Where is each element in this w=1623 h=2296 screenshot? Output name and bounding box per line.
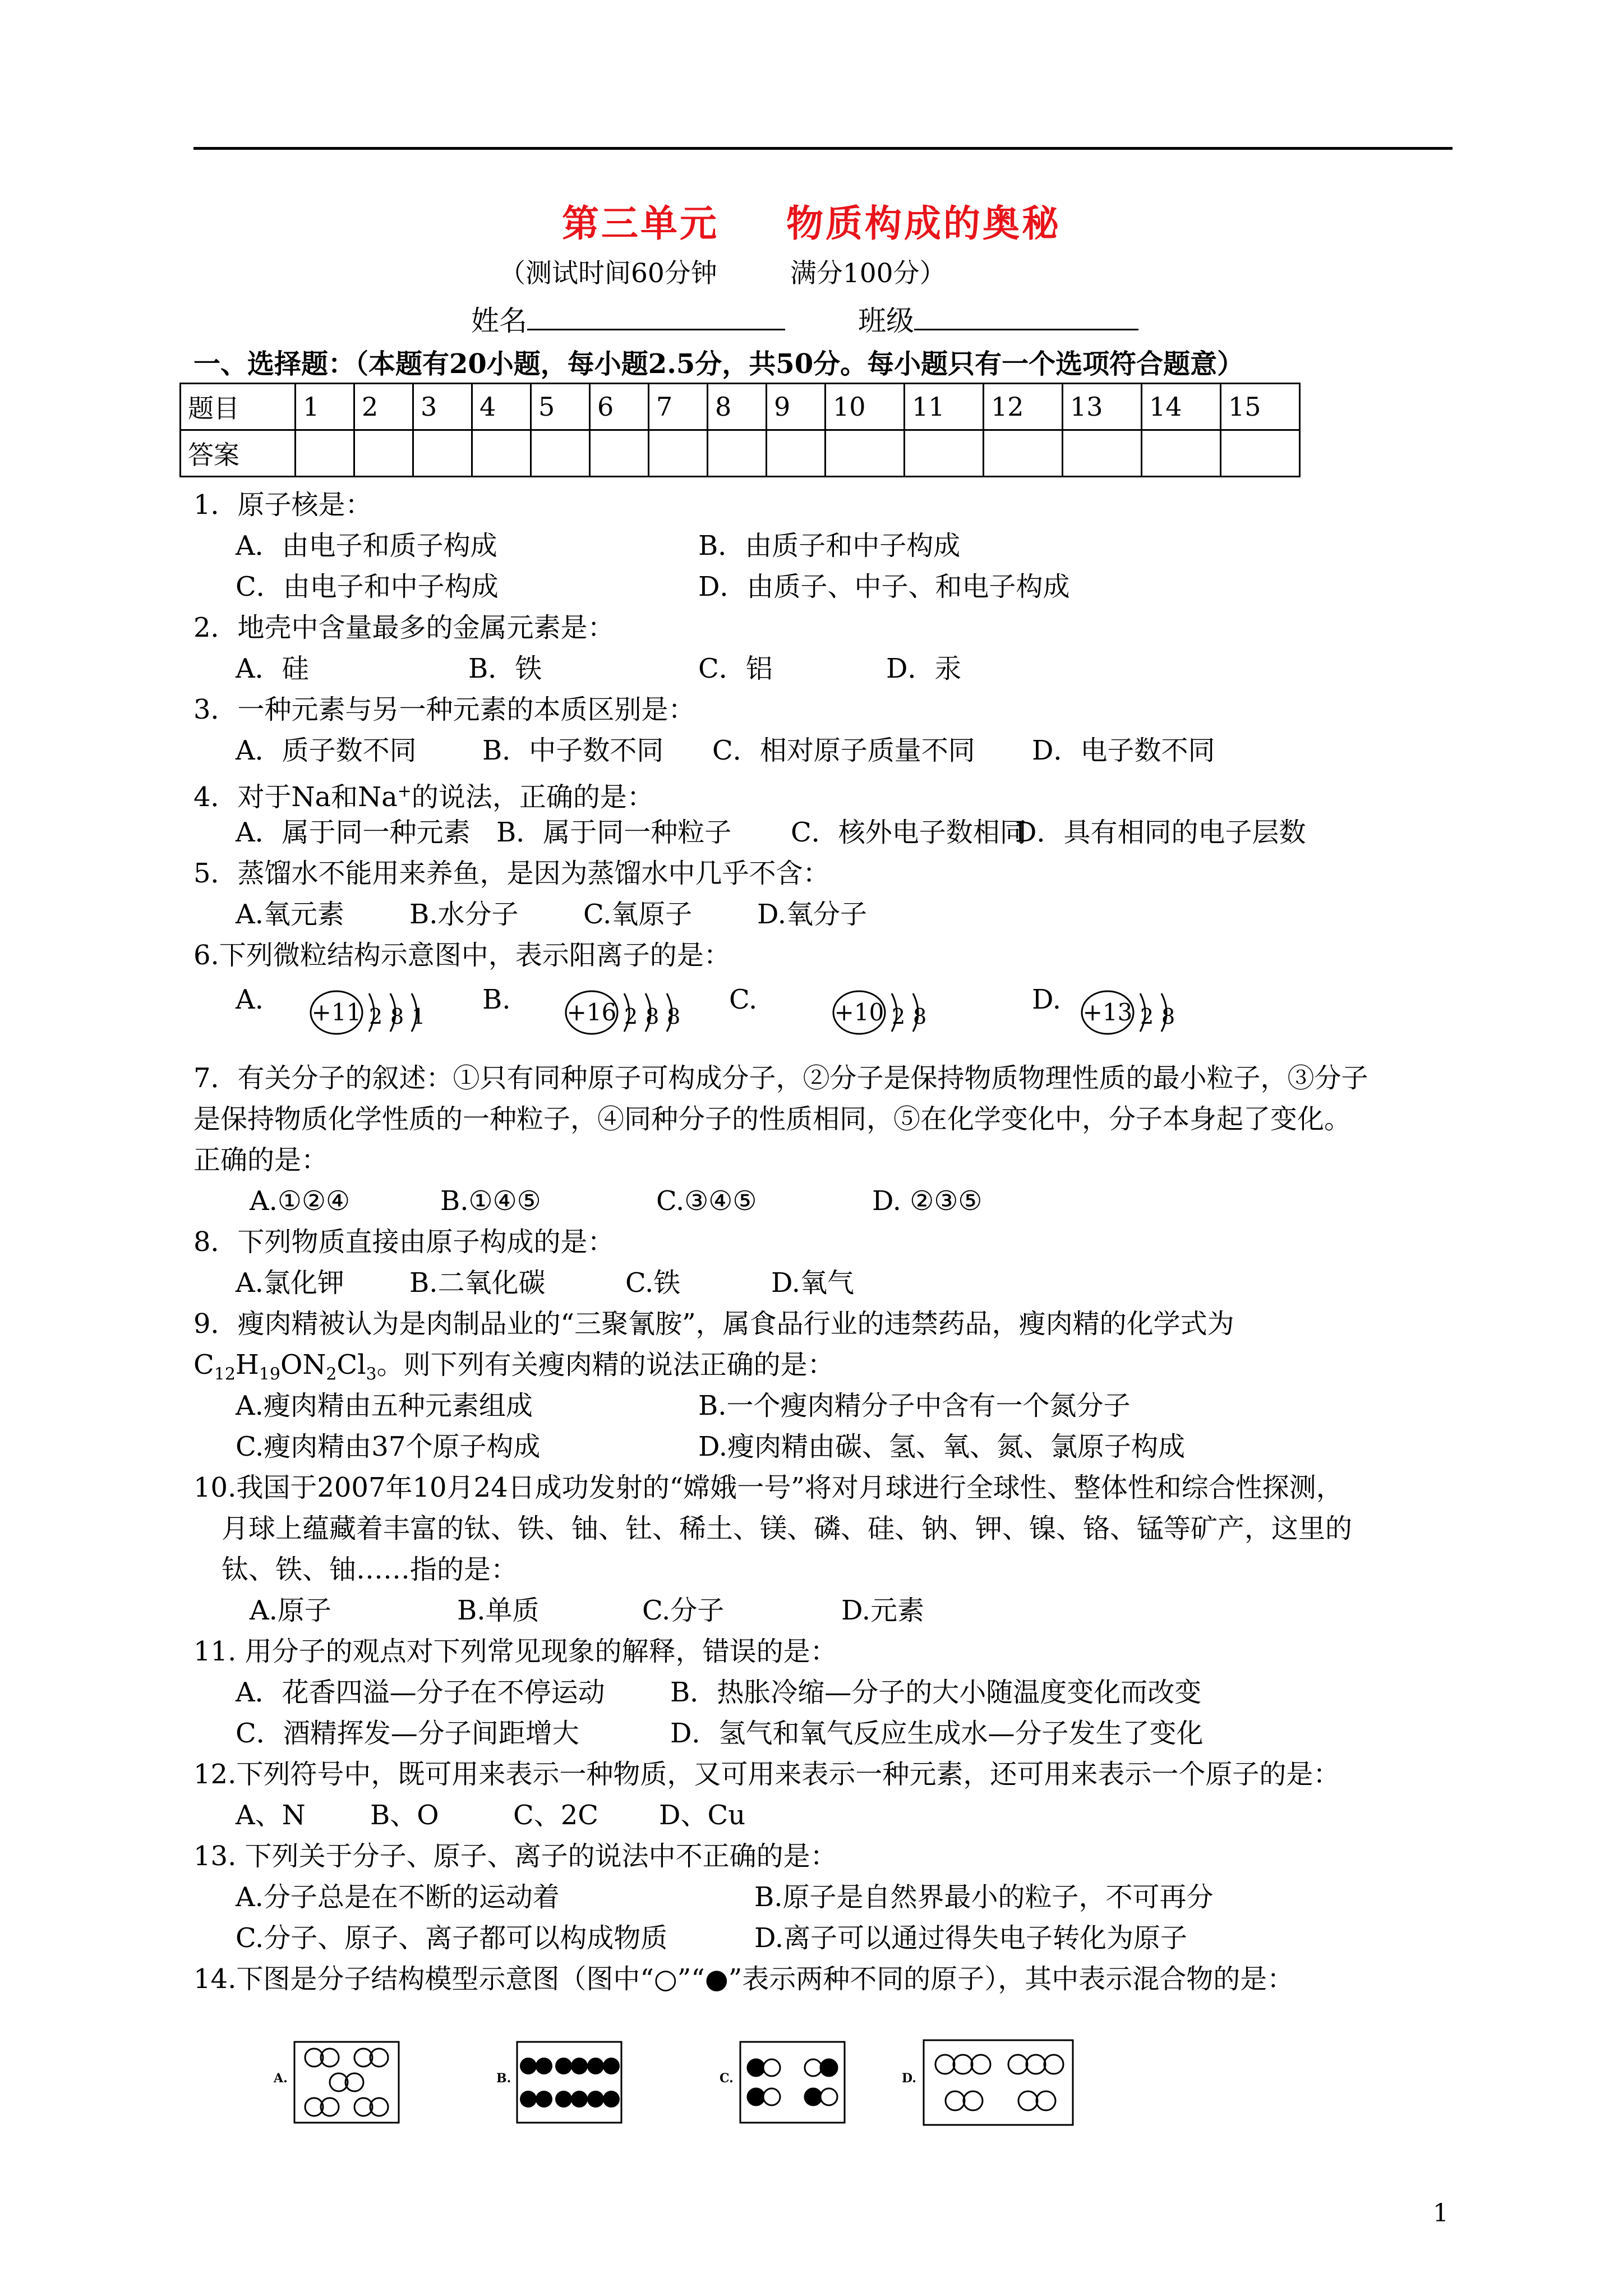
test-time: （测试时间60分钟 bbox=[499, 258, 717, 289]
question-7-line-1: 7．有关分子的叙述：①只有同种原子可构成分子，②分子是保持物质物理性质的最小粒子，③分子 bbox=[193, 1062, 1368, 1094]
question-12-option-d[interactable]: D、Cu bbox=[659, 1800, 746, 1831]
question-13-stem: 13. 下列关于分子、原子、离子的说法中不正确的是： bbox=[193, 1841, 837, 1872]
answer-cell[interactable] bbox=[531, 430, 590, 477]
answer-table-number: 3 bbox=[413, 384, 472, 430]
shell-electrons: 1 bbox=[412, 1004, 426, 1029]
question-11-stem: 11. 用分子的观点对下列常见现象的解释，错误的是： bbox=[193, 1636, 837, 1667]
question-4-option-b[interactable]: B．属于同一种粒子 bbox=[496, 817, 732, 848]
full-score: 满分100分） bbox=[790, 258, 946, 289]
question-10-line-1: 10.我国于2007年10月24日成功发射的“嫦娥一号”将对月球进行全球性、整体性和综合性探测， bbox=[193, 1472, 1343, 1503]
black-atom bbox=[555, 2058, 572, 2074]
shell-electrons: 8 bbox=[390, 1004, 404, 1029]
question-8-option-a[interactable]: A.氯化钾 bbox=[236, 1267, 344, 1299]
question-11-option-b[interactable]: B．热胀冷缩—分子的大小随温度变化而改变 bbox=[670, 1677, 1202, 1708]
question-11-option-c[interactable]: C．酒精挥发—分子间距增大 bbox=[236, 1718, 579, 1749]
class-field[interactable] bbox=[914, 301, 1138, 330]
question-7-option-c[interactable]: C.③④⑤ bbox=[656, 1185, 757, 1217]
class-label: 班级 bbox=[858, 305, 914, 337]
question-12-option-c[interactable]: C、2C bbox=[513, 1800, 598, 1831]
answer-table-header-row bbox=[181, 384, 1300, 430]
question-6-option-d[interactable]: D. bbox=[1032, 984, 1062, 1015]
model-frame bbox=[517, 2042, 621, 2123]
black-atom bbox=[571, 2058, 588, 2074]
black-atom bbox=[587, 2058, 604, 2074]
question-9-option-a[interactable]: A.瘦肉精由五种元素组成 bbox=[236, 1390, 533, 1421]
black-atom bbox=[520, 2091, 537, 2108]
formula-subscript: 2 bbox=[326, 1364, 337, 1384]
question-4-stem bbox=[193, 775, 654, 814]
answer-table-number: 5 bbox=[531, 384, 590, 430]
shell-electrons: 2 bbox=[369, 1004, 383, 1029]
question-2-option-d[interactable]: D．汞 bbox=[886, 653, 962, 684]
question-2-option-b[interactable]: B．铁 bbox=[468, 653, 542, 684]
question-14-option-d[interactable]: D. bbox=[902, 2071, 916, 2086]
section-heading: 一、选择题：（本题有20小题，每小题2.5分，共50分。每小题只有一个选项符合题意） bbox=[193, 348, 1244, 380]
question-13-option-c[interactable]: C.分子、原子、离子都可以构成物质 bbox=[236, 1922, 668, 1954]
question-5-option-a[interactable]: A.氧元素 bbox=[236, 899, 344, 930]
formula-oxygen-nitrogen: ON bbox=[280, 1349, 326, 1381]
question-5-option-d[interactable]: D.氧分子 bbox=[757, 899, 868, 930]
black-atom bbox=[555, 2091, 572, 2108]
question-9-option-d[interactable]: D.瘦肉精由碳、氢、氧、氮、氯原子构成 bbox=[698, 1431, 1186, 1462]
question-4-option-a[interactable]: A．属于同一种元素 bbox=[236, 817, 471, 848]
name-field[interactable] bbox=[527, 301, 785, 330]
white-atom bbox=[763, 2088, 780, 2105]
nucleus-charge: +11 bbox=[311, 999, 362, 1026]
black-atom bbox=[748, 2088, 764, 2105]
formula-subscript: 19 bbox=[259, 1364, 280, 1384]
answer-cell[interactable] bbox=[590, 430, 649, 477]
black-atom bbox=[603, 2058, 620, 2074]
answer-cell[interactable] bbox=[1221, 430, 1300, 477]
answer-table-number: 1 bbox=[296, 384, 354, 430]
question-13-option-a[interactable]: A.分子总是在不断的运动着 bbox=[236, 1881, 560, 1913]
question-1-option-d[interactable]: D．由质子、中子、和电子构成 bbox=[698, 571, 1070, 602]
molecule-model-c[interactable] bbox=[739, 2041, 846, 2124]
black-atom bbox=[520, 2058, 537, 2074]
answer-cell[interactable] bbox=[472, 430, 531, 477]
answer-table-number: 4 bbox=[472, 384, 531, 430]
name-label: 姓名 bbox=[471, 305, 527, 337]
question-1-option-b[interactable]: B．由质子和中子构成 bbox=[698, 530, 961, 562]
answer-cell[interactable] bbox=[296, 430, 354, 477]
shell-electrons: 2 bbox=[624, 1004, 638, 1029]
question-12-option-b[interactable]: B、O bbox=[370, 1800, 439, 1831]
answer-cell[interactable] bbox=[984, 430, 1063, 477]
shell-electrons: 8 bbox=[667, 1004, 681, 1029]
q4-stem-post: 的说法，正确的是： bbox=[411, 781, 654, 813]
formula-subscript: 12 bbox=[214, 1364, 236, 1384]
answer-table-number: 6 bbox=[590, 384, 649, 430]
answer-cell[interactable] bbox=[1063, 430, 1142, 477]
shell-electrons: 8 bbox=[913, 1004, 927, 1029]
black-atom bbox=[536, 2058, 552, 2074]
answer-table-number: 11 bbox=[905, 384, 984, 430]
question-10-option-b[interactable]: B.单质 bbox=[457, 1595, 540, 1626]
answer-table-number: 13 bbox=[1063, 384, 1142, 430]
title-unit: 第三单元 bbox=[562, 201, 719, 245]
question-3-option-a[interactable]: A．质子数不同 bbox=[236, 735, 417, 766]
top-rule bbox=[193, 147, 1453, 150]
test-info bbox=[499, 252, 946, 290]
nucleus-charge: +16 bbox=[566, 999, 617, 1026]
question-3-option-b[interactable]: B．中子数不同 bbox=[482, 735, 664, 766]
molecule-model-d[interactable] bbox=[923, 2039, 1074, 2126]
black-atom bbox=[587, 2091, 604, 2108]
answer-table-number: 15 bbox=[1221, 384, 1300, 430]
question-4-option-c[interactable]: C．核外电子数相同 bbox=[791, 817, 1027, 848]
question-2-option-c[interactable]: C．铝 bbox=[698, 653, 773, 684]
question-6-stem: 6.下列微粒结构示意图中，表示阳离子的是： bbox=[193, 940, 731, 971]
answer-table bbox=[179, 383, 1301, 477]
question-3-option-c[interactable]: C．相对原子质量不同 bbox=[712, 735, 975, 766]
question-7-line-2: 是保持物质化学性质的一种粒子，④同种分子的性质相同，⑤在化学变化中，分子本身起了变化。 bbox=[193, 1103, 1352, 1135]
question-10-option-a[interactable]: A.原子 bbox=[250, 1595, 331, 1626]
black-atom bbox=[603, 2091, 620, 2108]
question-6-option-c[interactable]: C. bbox=[729, 984, 758, 1015]
question-7-line-3: 正确的是： bbox=[193, 1144, 329, 1176]
question-5-option-b[interactable]: B.水分子 bbox=[409, 899, 519, 930]
model-frame bbox=[924, 2040, 1073, 2125]
question-3-option-d[interactable]: D．电子数不同 bbox=[1032, 735, 1215, 766]
white-atom bbox=[763, 2059, 780, 2076]
question-14-option-b[interactable]: B. bbox=[496, 2071, 511, 2086]
answer-table-number: 7 bbox=[649, 384, 708, 430]
question-6-option-b[interactable]: B. bbox=[482, 984, 511, 1015]
question-9-stem-tail: 。则下列有关瘦肉精的说法正确的是： bbox=[376, 1349, 834, 1381]
question-14-stem: 14.下图是分子结构模型示意图（图中“○”“●”表示两种不同的原子），其中表示混合物的是： bbox=[193, 1963, 1294, 1995]
black-atom bbox=[820, 2059, 837, 2076]
answer-table-number: 14 bbox=[1142, 384, 1221, 430]
student-info bbox=[471, 298, 1138, 339]
answer-cell[interactable] bbox=[413, 430, 472, 477]
atom-structure-d[interactable] bbox=[1078, 984, 1191, 1041]
atom-structure-b[interactable] bbox=[562, 984, 691, 1041]
page-number: 1 bbox=[1433, 2199, 1449, 2228]
white-atom bbox=[805, 2059, 822, 2076]
question-9-line-1: 9．瘦肉精被认为是肉制品业的“三聚氰胺”，属食品行业的违禁药品，瘦肉精的化学式为 bbox=[193, 1308, 1234, 1340]
question-1-stem: 1．原子核是： bbox=[193, 489, 372, 521]
answer-table-label: 答案 bbox=[181, 430, 296, 477]
model-frame bbox=[740, 2042, 845, 2123]
answer-table-number: 10 bbox=[826, 384, 905, 430]
white-atom bbox=[820, 2088, 837, 2105]
question-9-line-2 bbox=[193, 1348, 834, 1392]
question-7-option-a[interactable]: A.①②④ bbox=[250, 1185, 351, 1217]
question-6-option-a[interactable]: A. bbox=[236, 984, 264, 1015]
question-7-option-d[interactable]: D. ②③⑤ bbox=[872, 1185, 983, 1217]
shell-electrons: 2 bbox=[892, 1004, 906, 1029]
answer-table-number: 2 bbox=[354, 384, 413, 430]
title-topic: 物质构成的奥秘 bbox=[786, 201, 1061, 245]
answer-cell[interactable] bbox=[354, 430, 413, 477]
answer-table-label: 题目 bbox=[181, 384, 296, 430]
question-10-option-d[interactable]: D.元素 bbox=[841, 1595, 925, 1626]
question-13-option-d[interactable]: D.离子可以通过得失电子转化为原子 bbox=[754, 1922, 1188, 1954]
question-10-option-c[interactable]: C.分子 bbox=[642, 1595, 725, 1626]
question-8-option-c[interactable]: C.铁 bbox=[625, 1267, 681, 1299]
formula-subscript: 3 bbox=[366, 1364, 377, 1384]
formula-carbon: C bbox=[193, 1349, 214, 1381]
question-10-line-3: 钛、铁、铀……指的是： bbox=[222, 1554, 518, 1585]
question-13-option-b[interactable]: B.原子是自然界最小的粒子，不可再分 bbox=[754, 1881, 1214, 1913]
answer-table-number: 9 bbox=[767, 384, 826, 430]
question-8-stem: 8．下列物质直接由原子构成的是： bbox=[193, 1226, 615, 1258]
answer-cell[interactable] bbox=[708, 430, 767, 477]
question-4-option-d[interactable]: D．具有相同的电子层数 bbox=[1015, 817, 1306, 848]
question-5-stem: 5．蒸馏水不能用来养鱼，是因为蒸馏水中几乎不含： bbox=[193, 858, 830, 889]
question-12-option-a[interactable]: A、N bbox=[236, 1800, 306, 1831]
question-1-option-c[interactable]: C．由电子和中子构成 bbox=[236, 571, 499, 602]
q4-superscript: + bbox=[397, 781, 412, 801]
shell-electrons: 2 bbox=[1140, 1004, 1154, 1029]
answer-cell[interactable] bbox=[767, 430, 826, 477]
molecule-model-b[interactable] bbox=[516, 2041, 623, 2124]
model-frame bbox=[294, 2042, 399, 2123]
question-3-stem: 3．一种元素与另一种元素的本质区别是： bbox=[193, 694, 695, 725]
answer-cell[interactable] bbox=[1142, 430, 1221, 477]
answer-table-number: 12 bbox=[984, 384, 1063, 430]
question-10-line-2: 月球上蕴藏着丰富的钛、铁、铀、钍、稀土、镁、磷、硅、钠、钾、镍、铬、锰等矿产，这里的 bbox=[222, 1513, 1353, 1544]
nucleus-charge: +10 bbox=[834, 999, 884, 1026]
question-9-option-b[interactable]: B.一个瘦肉精分子中含有一个氮分子 bbox=[698, 1390, 1131, 1421]
page-title bbox=[0, 194, 1623, 247]
black-atom bbox=[805, 2088, 822, 2105]
question-2-stem: 2．地壳中含量最多的金属元素是： bbox=[193, 612, 615, 643]
question-14-option-a[interactable]: A. bbox=[274, 2071, 288, 2086]
black-atom bbox=[571, 2091, 588, 2108]
question-11-option-d[interactable]: D．氢气和氧气反应生成水—分子发生了变化 bbox=[670, 1718, 1204, 1749]
question-8-option-d[interactable]: D.氧气 bbox=[771, 1267, 855, 1299]
answer-table-answer-row bbox=[181, 430, 1300, 477]
answer-cell[interactable] bbox=[826, 430, 905, 477]
atom-structure-c[interactable] bbox=[830, 984, 942, 1041]
answer-cell[interactable] bbox=[905, 430, 984, 477]
formula-chlorine: Cl bbox=[336, 1349, 366, 1381]
answer-table-number: 8 bbox=[708, 384, 767, 430]
q4-stem-pre: 4．对于Na和Na bbox=[193, 781, 398, 813]
answer-cell[interactable] bbox=[649, 430, 708, 477]
nucleus-charge: +13 bbox=[1082, 999, 1133, 1026]
question-11-option-a[interactable]: A．花香四溢—分子在不停运动 bbox=[236, 1677, 605, 1708]
molecule-model-a[interactable] bbox=[293, 2041, 400, 2124]
black-atom bbox=[536, 2091, 552, 2108]
question-7-option-b[interactable]: B.①④⑤ bbox=[440, 1185, 541, 1217]
atom-structure-a[interactable] bbox=[307, 984, 436, 1041]
formula-hydrogen: H bbox=[235, 1349, 259, 1381]
question-8-option-b[interactable]: B.二氧化碳 bbox=[409, 1267, 546, 1299]
question-1-option-a[interactable]: A．由电子和质子构成 bbox=[236, 530, 497, 562]
question-5-option-c[interactable]: C.氧原子 bbox=[583, 899, 693, 930]
question-2-option-a[interactable]: A．硅 bbox=[236, 653, 309, 684]
question-14-option-c[interactable]: C. bbox=[720, 2071, 734, 2086]
black-atom bbox=[748, 2059, 764, 2076]
shell-electrons: 8 bbox=[1161, 1004, 1175, 1029]
question-9-option-c[interactable]: C.瘦肉精由37个原子构成 bbox=[236, 1431, 541, 1462]
question-12-stem: 12.下列符号中，既可用来表示一种物质，又可用来表示一种元素，还可用来表示一个原子的是： bbox=[193, 1759, 1340, 1790]
shell-electrons: 8 bbox=[645, 1004, 660, 1029]
